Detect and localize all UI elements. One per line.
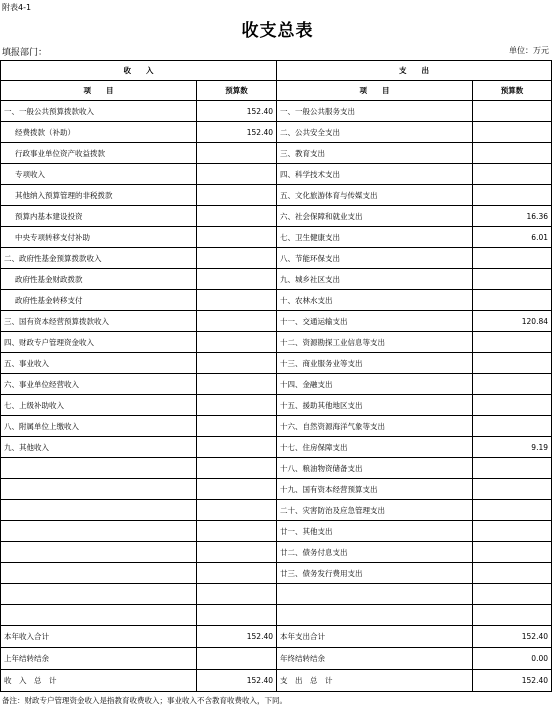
- income-item-cell: [1, 584, 197, 605]
- table-row: [1, 605, 552, 626]
- table-row: [1, 374, 552, 395]
- income-budget-cell: [197, 332, 277, 353]
- income-item-cell: [1, 479, 197, 500]
- table-row: [1, 353, 552, 374]
- income-budget-cell: [197, 563, 277, 584]
- expense-section-header: 支 出: [277, 61, 552, 81]
- table-row: [1, 437, 552, 458]
- expense-total-label: 年终结转结余: [277, 648, 473, 670]
- expense-budget-cell: [473, 353, 552, 374]
- footnote: 备注：财政专户管理资金收入是指教育收费收入；事业收入不含教育收费收入，下同。: [2, 696, 287, 705]
- income-item-cell: 八、附属单位上缴收入: [1, 416, 197, 437]
- column-header-row: [1, 81, 552, 101]
- income-item-cell: 九、其他收入: [1, 437, 197, 458]
- income-item-cell: [1, 458, 197, 479]
- expense-budget-header: 预算数: [473, 81, 552, 101]
- expense-budget-cell: [473, 416, 552, 437]
- table-row: [1, 563, 552, 584]
- income-item-header: 项 目: [1, 81, 197, 101]
- income-budget-cell: [197, 479, 277, 500]
- income-budget-header: 预算数: [197, 81, 277, 101]
- expense-budget-cell: [473, 563, 552, 584]
- income-item-cell: 专项收入: [1, 164, 197, 185]
- income-budget-cell: [197, 353, 277, 374]
- expense-item-cell: 廿二、债务付息支出: [277, 542, 473, 563]
- expense-budget-cell: [473, 185, 552, 206]
- income-item-cell: 预算内基本建设投资: [1, 206, 197, 227]
- income-budget-cell: [197, 458, 277, 479]
- income-budget-cell: [197, 143, 277, 164]
- income-budget-cell: [197, 290, 277, 311]
- expense-budget-cell: [473, 122, 552, 143]
- expense-budget-cell: [473, 458, 552, 479]
- income-item-cell: 经费拨款（补助）: [1, 122, 197, 143]
- table-row: [1, 500, 552, 521]
- expense-item-cell: 十一、交通运输支出: [277, 311, 473, 332]
- expense-item-cell: 十八、粮油物资储备支出: [277, 458, 473, 479]
- table-row: [1, 164, 552, 185]
- page-title: 收支总表: [241, 21, 314, 41]
- expense-item-cell: 九、城乡社区支出: [277, 269, 473, 290]
- expense-total-value: 0.00: [473, 648, 552, 670]
- expense-item-cell: 七、卫生健康支出: [277, 227, 473, 248]
- expense-budget-cell: [473, 164, 552, 185]
- income-item-cell: [1, 500, 197, 521]
- income-budget-cell: 152.40: [197, 122, 277, 143]
- fill-department-label: 填报部门：: [2, 48, 48, 58]
- expense-budget-cell: [473, 479, 552, 500]
- income-item-cell: 一、一般公共预算拨款收入: [1, 101, 197, 122]
- table-row: [1, 584, 552, 605]
- expense-budget-cell: [473, 605, 552, 626]
- expense-budget-cell: 9.19: [473, 437, 552, 458]
- expense-item-cell: 五、文化旅游体育与传媒支出: [277, 185, 473, 206]
- income-budget-cell: [197, 395, 277, 416]
- income-total-value: 152.40: [197, 626, 277, 648]
- income-item-cell: 行政事业单位资产收益拨款: [1, 143, 197, 164]
- income-section-header: 收 入: [1, 61, 277, 81]
- income-item-cell: 五、事业收入: [1, 353, 197, 374]
- table-row: [1, 248, 552, 269]
- income-item-cell: 四、财政专户管理资金收入: [1, 332, 197, 353]
- income-total-label: 本年收入合计: [1, 626, 197, 648]
- income-item-cell: 六、事业单位经营收入: [1, 374, 197, 395]
- table-row: [1, 269, 552, 290]
- expense-budget-cell: [473, 332, 552, 353]
- income-budget-cell: [197, 584, 277, 605]
- income-item-cell: 其他纳入预算管理的非税拨款: [1, 185, 197, 206]
- income-budget-cell: [197, 164, 277, 185]
- income-budget-cell: [197, 542, 277, 563]
- expense-budget-cell: [473, 542, 552, 563]
- table-row: [1, 479, 552, 500]
- expense-total-value: 152.40: [473, 670, 552, 692]
- total-row: [1, 670, 552, 692]
- expense-item-cell: 八、节能环保支出: [277, 248, 473, 269]
- unit-label: 单位：万元: [509, 46, 549, 55]
- income-budget-cell: [197, 227, 277, 248]
- expense-item-cell: 廿三、债务发行费用支出: [277, 563, 473, 584]
- expense-budget-cell: [473, 521, 552, 542]
- expense-total-value: 152.40: [473, 626, 552, 648]
- income-item-cell: 七、上级补助收入: [1, 395, 197, 416]
- expense-item-cell: [277, 605, 473, 626]
- table-row: [1, 458, 552, 479]
- expense-item-cell: 廿一、其他支出: [277, 521, 473, 542]
- table-row: [1, 521, 552, 542]
- expense-item-cell: 十七、住房保障支出: [277, 437, 473, 458]
- income-item-cell: 二、政府性基金预算拨款收入: [1, 248, 197, 269]
- income-budget-cell: [197, 269, 277, 290]
- income-budget-cell: [197, 374, 277, 395]
- income-item-cell: 中央专项转移支付补助: [1, 227, 197, 248]
- expense-item-cell: 十、农林水支出: [277, 290, 473, 311]
- table-row: [1, 542, 552, 563]
- income-expense-table: [0, 60, 552, 692]
- income-budget-cell: [197, 185, 277, 206]
- expense-budget-cell: [473, 248, 552, 269]
- expense-item-cell: 十九、国有资本经营预算支出: [277, 479, 473, 500]
- expense-item-cell: 十五、援助其他地区支出: [277, 395, 473, 416]
- income-budget-cell: [197, 500, 277, 521]
- expense-item-cell: 十三、商业服务业等支出: [277, 353, 473, 374]
- expense-item-header: 项 目: [277, 81, 473, 101]
- expense-budget-cell: [473, 269, 552, 290]
- expense-item-cell: 二、公共安全支出: [277, 122, 473, 143]
- income-budget-cell: [197, 248, 277, 269]
- table-row: [1, 416, 552, 437]
- attachment-number: 附表4-1: [2, 3, 32, 12]
- table-row: [1, 332, 552, 353]
- expense-budget-cell: 120.84: [473, 311, 552, 332]
- table-row: [1, 143, 552, 164]
- income-item-cell: [1, 542, 197, 563]
- income-budget-cell: [197, 206, 277, 227]
- expense-total-label: 支 出 总 计: [277, 670, 473, 692]
- expense-budget-cell: [473, 500, 552, 521]
- income-item-cell: 政府性基金财政拨款: [1, 269, 197, 290]
- total-row: [1, 648, 552, 670]
- income-total-value: [197, 648, 277, 670]
- income-budget-cell: [197, 605, 277, 626]
- table-row: [1, 122, 552, 143]
- table-row: [1, 227, 552, 248]
- income-budget-cell: 152.40: [197, 101, 277, 122]
- expense-item-cell: 四、科学技术支出: [277, 164, 473, 185]
- table-row: [1, 101, 552, 122]
- expense-item-cell: [277, 584, 473, 605]
- income-item-cell: 政府性基金转移支付: [1, 290, 197, 311]
- total-row: [1, 626, 552, 648]
- expense-item-cell: 十二、资源勘探工业信息等支出: [277, 332, 473, 353]
- income-budget-cell: [197, 311, 277, 332]
- expense-item-cell: 十四、金融支出: [277, 374, 473, 395]
- expense-budget-cell: 16.36: [473, 206, 552, 227]
- table-row: [1, 185, 552, 206]
- expense-item-cell: 六、社会保障和就业支出: [277, 206, 473, 227]
- table-row: [1, 311, 552, 332]
- expense-item-cell: 三、教育支出: [277, 143, 473, 164]
- income-item-cell: [1, 521, 197, 542]
- expense-total-label: 本年支出合计: [277, 626, 473, 648]
- income-total-label: 收 入 总 计: [1, 670, 197, 692]
- expense-item-cell: 十六、自然资源海洋气象等支出: [277, 416, 473, 437]
- table-row: [1, 395, 552, 416]
- income-item-cell: [1, 563, 197, 584]
- income-budget-cell: [197, 416, 277, 437]
- income-budget-cell: [197, 437, 277, 458]
- section-header-row: [1, 61, 552, 81]
- expense-budget-cell: [473, 374, 552, 395]
- income-budget-cell: [197, 521, 277, 542]
- expense-budget-cell: [473, 584, 552, 605]
- expense-budget-cell: 6.01: [473, 227, 552, 248]
- income-total-label: 上年结转结余: [1, 648, 197, 670]
- income-total-value: 152.40: [197, 670, 277, 692]
- income-item-cell: 三、国有资本经营预算拨款收入: [1, 311, 197, 332]
- expense-budget-cell: [473, 101, 552, 122]
- expense-budget-cell: [473, 395, 552, 416]
- expense-budget-cell: [473, 290, 552, 311]
- income-item-cell: [1, 605, 197, 626]
- expense-item-cell: 二十、灾害防治及应急管理支出: [277, 500, 473, 521]
- table-row: [1, 206, 552, 227]
- expense-item-cell: 一、一般公共服务支出: [277, 101, 473, 122]
- expense-budget-cell: [473, 143, 552, 164]
- table-row: [1, 290, 552, 311]
